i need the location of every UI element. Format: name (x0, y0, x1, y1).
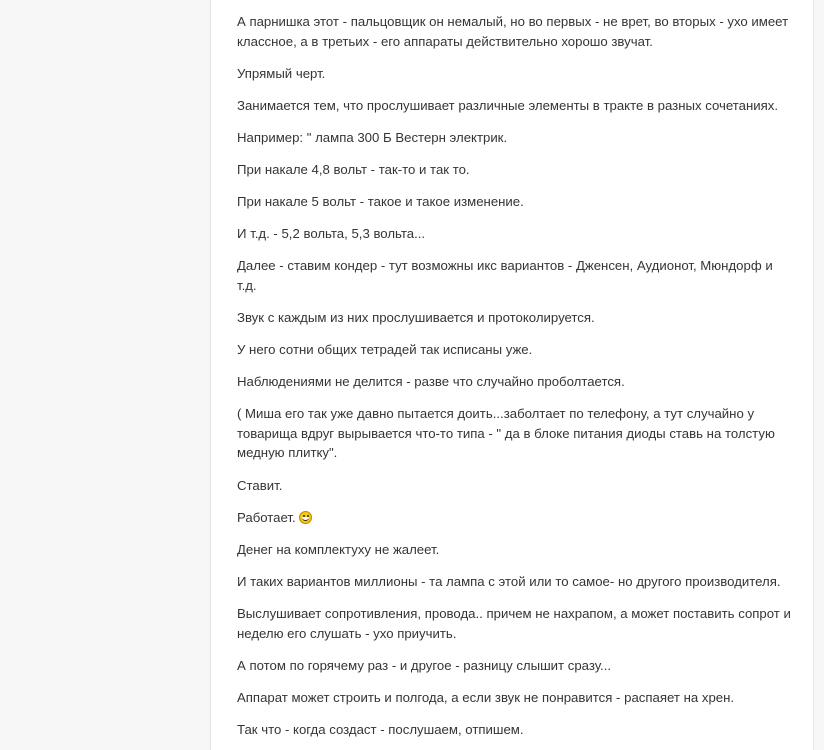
post-paragraph: Например: " лампа 300 Б Вестерн электрик. (237, 130, 508, 145)
post-author-column (0, 0, 211, 750)
post-paragraph: И т.д. - 5,2 вольта, 5,3 вольта... (237, 226, 426, 241)
post-paragraph: Так что - когда создаст - послушаем, отпишем. (237, 722, 524, 737)
post-paragraph: Далее - ставим кондер - тут возможны икс вариантов - Дженсен, Аудионот, Мюндорф и т.д. (237, 258, 773, 293)
post-body (211, 0, 814, 750)
post-paragraph: Звук с каждым из них прослушивается и протоколируется. (237, 310, 595, 325)
post-paragraph-text: Работает. (237, 510, 296, 525)
post-paragraph: При накале 4,8 вольт - так-то и так то. (237, 162, 470, 177)
post-paragraph: Денег на комплектуху не жалеет. (237, 542, 440, 557)
post-paragraph: А парнишка этот - пальцовщик он немалый, но во первых - не врет, во вторых - ухо имеет классное, а в третьих - его аппараты действительно хорошо звучат. (237, 14, 789, 49)
post-paragraph: Выслушивает сопротивления, провода.. причем не нахрапом, а может поставить сопрот и неделю его слушать - ухо приучить. (237, 606, 791, 641)
post-paragraph: Занимается тем, что прослушивает различные элементы в тракте в разных сочетаниях. (237, 98, 779, 113)
post-paragraph: Аппарат может строить и полгода, а если звук не понравится - распаяет на хрен. (237, 690, 735, 705)
post-paragraph: И таких вариантов миллионы - та лампа с этой или то самое- но другого производителя. (237, 574, 781, 589)
post-paragraph: Ставит. (237, 478, 283, 493)
post-paragraph: А потом по горячему раз - и другое - разницу слышит сразу... (237, 658, 612, 673)
smiley-icon (299, 511, 312, 524)
post-paragraph: При накале 5 вольт - такое и такое изменение. (237, 194, 524, 209)
post-paragraph: У него сотни общих тетрадей так исписаны уже. (237, 342, 533, 357)
post-paragraph-with-emoji (237, 508, 793, 528)
post-paragraph: Упрямый черт. (237, 66, 326, 81)
post-paragraph: ( Миша его так уже давно пытается доить...заболтает по телефону, а тут случайно у товарища вдруг вырывается что-то типа - " да в блоке питания диоды ставь на толстую медную плитку". (237, 406, 775, 460)
post-paragraph: Наблюдениями не делится - разве что случайно проболтается. (237, 374, 625, 389)
